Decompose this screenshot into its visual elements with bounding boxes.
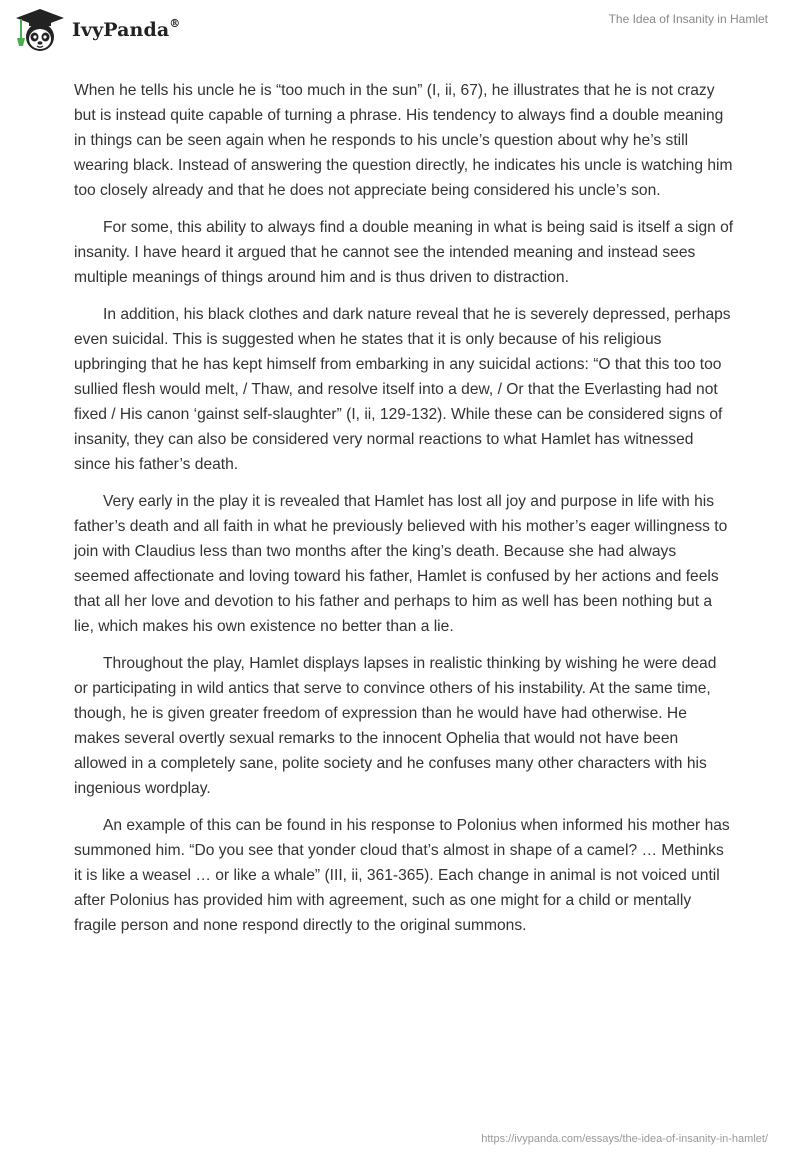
page-header (0, 0, 800, 60)
document-title: The Idea of Insanity in Hamlet (608, 12, 768, 26)
paragraph: In addition, his black clothes and dark nature reveal that he is severely depressed, perhaps even suicidal. This is suggested when he states that it is only because of his religious upbringing that he has kept himself from embarking in any suicidal actions: “O that this too too sullied flesh would melt, / Thaw, and resolve itself into a dew, / Or that the Everlasting had not fixed / His canon ‘gainst self-slaughter” (I, ii, 129-132). While these can be considered signs of insanity, they can also be considered very normal reactions to what Hamlet has witnessed since his father’s death. (74, 306, 731, 473)
paragraph: An example of this can be found in his response to Polonius when informed his mother has summoned him. “Do you see that yonder cloud that’s almost in shape of a camel? … Methinks it is like a weasel … or like a whale” (III, ii, 361-365). Each change in animal is not voiced until after Polonius has provided him with agreement, such as one might for a child or mentally fragile person and none respond directly to the original summons. (74, 817, 730, 934)
paragraph: Throughout the play, Hamlet displays lapses in realistic thinking by wishing he were dead or participating in wild antics that serve to convince others of his instability. At the same time, though, he is given greater freedom of expression than he would have had otherwise. He makes several overtly sexual remarks to the innocent Ophelia that would not have been allowed in a completely sane, polite society and he confuses many other characters with his ingenious wordplay. (74, 655, 717, 797)
brand-name: IvyPanda® (72, 17, 181, 41)
panda-graduate-icon (14, 8, 66, 52)
paragraph: When he tells his uncle he is “too much in the sun” (I, ii, 67), he illustrates that he is not crazy but is instead quite capable of turning a phrase. His tendency to always find a double meaning in things can be seen again when he responds to his uncle’s question about why he’s still wearing black. Instead of answering the question directly, he indicates his uncle is watching him too closely already and that he does not appreciate being considered his uncle’s son. (74, 82, 733, 199)
source-url-link[interactable]: https://ivypanda.com/essays/the-idea-of-insanity-in-hamlet/ (481, 1133, 768, 1145)
paragraph: Very early in the play it is revealed that Hamlet has lost all joy and purpose in life with his father’s death and all faith in what he previously believed with his mother’s eager willingness to join with Claudius less than two months after the king’s death. Because she had always seemed affectionate and loving toward his father, Hamlet is confused by her actions and feels that all her love and devotion to his father and perhaps to him as well has been nothing but a lie, which makes his own existence no better than a lie. (74, 493, 728, 635)
paragraph: For some, this ability to always find a double meaning in what is being said is itself a sign of insanity. I have heard it argued that he cannot see the intended meaning and instead sees multiple meanings of things around him and is thus driven to distraction. (74, 219, 734, 286)
ivypanda-logo[interactable] (14, 8, 180, 52)
essay-body (74, 78, 734, 950)
